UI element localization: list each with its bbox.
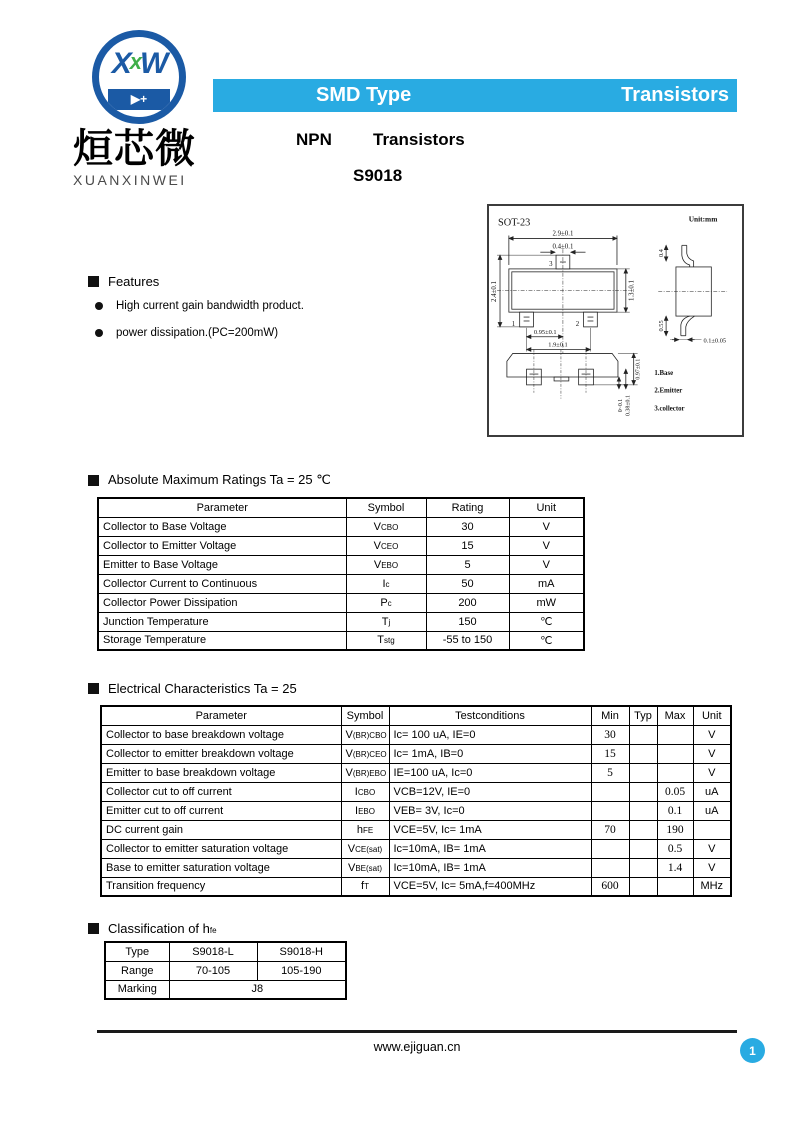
cell-type-h: S9018-H [257, 942, 346, 961]
col-header: Rating [426, 498, 509, 517]
cell-rating: 200 [426, 593, 509, 612]
cell-symbol [346, 593, 426, 612]
package-drawing [487, 204, 744, 437]
cell-param: Base to emitter saturation voltage [101, 858, 341, 877]
sot23-diagram [489, 206, 742, 435]
cell-param: DC current gain [101, 820, 341, 839]
table-header-row [101, 706, 731, 725]
part-number: S9018 [353, 166, 403, 185]
cell-max: 1.4 [657, 858, 693, 877]
cell-rating: 5 [426, 555, 509, 574]
cell-cond: VCE=5V, Ic= 1mA [389, 820, 591, 839]
symbol-main: I [354, 785, 358, 798]
dim-top-width: 2.9±0.1 [552, 230, 574, 238]
cell-range-h: 105-190 [257, 961, 346, 980]
symbol-main: T [377, 634, 385, 647]
cell-max: 0.05 [657, 782, 693, 801]
cell-label: Type [105, 942, 169, 961]
cell-cond: IE=100 uA, Ic=0 [389, 763, 591, 782]
cell-symbol [341, 744, 389, 763]
dim-pin-width: 0.4±0.1 [552, 243, 574, 251]
company-name-en: XUANXINWEI [73, 172, 187, 188]
section-marker-icon [88, 475, 99, 486]
company-logo [73, 30, 213, 188]
col-header: Symbol [341, 706, 389, 725]
section-marker-icon [88, 683, 99, 694]
dim-profile-height: 0.97±0.1 [635, 358, 642, 380]
table-row [101, 801, 731, 820]
cell-typ [629, 782, 657, 801]
legend-emitter: 2.Emitter [654, 387, 683, 395]
logo-letter: W [139, 47, 167, 80]
cell-rating: 150 [426, 612, 509, 631]
unit-label: Unit:mm [688, 214, 718, 224]
cell-symbol [346, 555, 426, 574]
symbol-main: h [356, 823, 363, 836]
cell-max: 0.1 [657, 801, 693, 820]
heading-main: Classification of h [108, 921, 210, 936]
package-name: SOT-23 [498, 217, 531, 229]
table-row [101, 744, 731, 763]
col-header: Symbol [346, 498, 426, 517]
dim-lead-thickness: 0.1±0.05 [703, 337, 727, 345]
cell-param: Collector to emitter saturation voltage [101, 839, 341, 858]
cell-typ [629, 877, 657, 896]
cell-param: Junction Temperature [98, 612, 346, 631]
col-header: Typ [629, 706, 657, 725]
elec-char-heading [88, 681, 297, 696]
cell-cond: VEB= 3V, Ic=0 [389, 801, 591, 820]
cell-min: 600 [591, 877, 629, 896]
cell-param: Collector to base breakdown voltage [101, 725, 341, 744]
bullet-icon [95, 329, 103, 337]
symbol-main: V [345, 747, 353, 760]
dim-pad-height: 0.38±0.1 [625, 395, 632, 416]
cell-unit: mA [509, 574, 584, 593]
cell-param: Collector to Base Voltage [98, 517, 346, 536]
cell-unit: uA [693, 782, 731, 801]
logo-circle-icon [92, 30, 186, 124]
cell-max: 0.5 [657, 839, 693, 858]
cell-param: Emitter to base breakdown voltage [101, 763, 341, 782]
symbol-sub: EBO [381, 560, 399, 570]
diode-icon: ▶+ [108, 89, 170, 110]
cell-typ [629, 801, 657, 820]
symbol-sub: c [385, 579, 390, 589]
table-row [101, 858, 731, 877]
symbol-sub: (BR)EBO [352, 768, 387, 778]
symbol-main: V [345, 766, 353, 779]
top-view [497, 235, 632, 353]
cell-unit: mW [509, 593, 584, 612]
symbol-main: V [347, 842, 356, 855]
logo-monogram [99, 47, 179, 81]
cell-unit: V [509, 517, 584, 536]
symbol-main: V [373, 558, 382, 571]
cell-typ [629, 744, 657, 763]
cell-rating: -55 to 150 [426, 631, 509, 650]
cell-cond: Ic=10mA, IB= 1mA [389, 858, 591, 877]
table-row [105, 980, 346, 999]
col-header: Max [657, 706, 693, 725]
symbol-sub: BE(sat) [355, 863, 382, 873]
table-row [98, 593, 584, 612]
cell-typ [629, 820, 657, 839]
cell-min: 5 [591, 763, 629, 782]
cell-symbol [341, 820, 389, 839]
cell-symbol [341, 725, 389, 744]
cell-unit [693, 820, 731, 839]
cell-max: 190 [657, 820, 693, 839]
feature-text: power dissipation.(PC=200mW) [116, 327, 279, 339]
bottom-view [507, 349, 638, 398]
symbol-main: I [382, 577, 386, 590]
symbol-sub: (BR)CEO [352, 749, 387, 759]
side-view [658, 245, 727, 339]
cell-range-l: 70-105 [169, 961, 257, 980]
classification-table [104, 941, 347, 1000]
cell-param: Storage Temperature [98, 631, 346, 650]
company-name-cn: 烜芯微 [73, 127, 196, 171]
cell-min [591, 858, 629, 877]
cell-min [591, 801, 629, 820]
table-row [105, 942, 346, 961]
cell-param: Collector to Emitter Voltage [98, 536, 346, 555]
symbol-main: I [355, 804, 359, 817]
dim-pin-pitch: 0.95±0.1 [533, 328, 557, 336]
cell-unit: V [693, 744, 731, 763]
cell-cond: Ic= 100 uA, IE=0 [389, 725, 591, 744]
dim-lead-bottom: 0.55 [658, 320, 666, 332]
cell-unit: V [509, 536, 584, 555]
symbol-main: V [373, 520, 381, 533]
cell-rating: 15 [426, 536, 509, 555]
cell-cond: Ic= 1mA, IB=0 [389, 744, 591, 763]
cell-unit: ℃ [509, 631, 584, 650]
elec-char-heading-label: Electrical Characteristics Ta = 25 [108, 681, 297, 696]
header-right-label: Transistors [621, 84, 729, 106]
pin3-label: 3 [549, 260, 553, 268]
col-header: Unit [509, 498, 584, 517]
table-row [98, 574, 584, 593]
cell-symbol [341, 858, 389, 877]
cell-symbol [341, 801, 389, 820]
symbol-main: f [361, 880, 365, 893]
features-heading [88, 274, 159, 289]
dim-pin-span: 1.9±0.1 [548, 341, 568, 349]
cell-min: 30 [591, 725, 629, 744]
cell-symbol [341, 839, 389, 858]
symbol-sub: FE [362, 825, 374, 835]
table-row [98, 555, 584, 574]
cell-min [591, 839, 629, 858]
cell-unit: V [693, 839, 731, 858]
cell-cond: VCB=12V, IE=0 [389, 782, 591, 801]
legend-collector: 3.collector [654, 405, 685, 413]
cell-symbol [346, 631, 426, 650]
feature-item [95, 300, 304, 312]
cell-unit: V [693, 725, 731, 744]
cell-symbol [341, 877, 389, 896]
logo-letter-green: x [129, 49, 140, 74]
section-marker-icon [88, 276, 99, 287]
symbol-sub: j [388, 617, 391, 627]
cell-label: Range [105, 961, 169, 980]
dim-body-height: 1.3±0.1 [628, 280, 636, 301]
symbol-sub: EBO [358, 806, 375, 816]
cell-min: 15 [591, 744, 629, 763]
abs-ratings-heading [88, 472, 331, 488]
col-header: Testconditions [389, 706, 591, 725]
cell-rating: 30 [426, 517, 509, 536]
table-row [101, 725, 731, 744]
cell-typ [629, 725, 657, 744]
table-row [98, 536, 584, 555]
symbol-sub: (BR)CBO [352, 730, 387, 740]
symbol-sub: CE(sat) [355, 844, 383, 854]
dim-standoff: 0~0.1 [617, 398, 624, 413]
cell-symbol [346, 574, 426, 593]
table-row [101, 839, 731, 858]
symbol-main: T [381, 615, 389, 628]
cell-min: 70 [591, 820, 629, 839]
cell-symbol [346, 612, 426, 631]
logo-letter: X [111, 47, 130, 80]
cell-typ [629, 763, 657, 782]
section-marker-icon [88, 923, 99, 934]
col-header: Unit [693, 706, 731, 725]
table-row [98, 612, 584, 631]
symbol-main: V [345, 728, 353, 741]
pin1-label: 1 [511, 320, 516, 328]
dim-lead-top: 0.4 [658, 249, 666, 258]
cell-unit: V [693, 858, 731, 877]
bullet-icon [95, 302, 103, 310]
cell-param: Emitter to Base Voltage [98, 555, 346, 574]
classification-heading [88, 921, 217, 936]
cell-param: Collector cut to off current [101, 782, 341, 801]
abs-ratings-heading-label: Absolute Maximum Ratings Ta = 25 ℃ [108, 472, 331, 487]
table-row [105, 961, 346, 980]
cell-typ [629, 858, 657, 877]
cell-param: Collector to emitter breakdown voltage [101, 744, 341, 763]
cell-type-l: S9018-L [169, 942, 257, 961]
cell-cond: VCE=5V, Ic= 5mA,f=400MHz [389, 877, 591, 896]
page-number-badge: 1 [740, 1038, 765, 1063]
feature-item [95, 327, 278, 339]
table-row [98, 631, 584, 650]
cell-max [657, 725, 693, 744]
features-heading-label: Features [108, 274, 160, 289]
cell-max [657, 744, 693, 763]
cell-max [657, 763, 693, 782]
cell-marking: J8 [169, 980, 346, 999]
symbol-main: P [380, 596, 388, 609]
footer-website: www.ejiguan.cn [373, 1040, 461, 1054]
symbol-sub: T [364, 882, 369, 892]
dim-total-height: 2.4±0.1 [491, 281, 499, 302]
cell-symbol [341, 782, 389, 801]
col-header: Parameter [98, 498, 346, 517]
cell-unit: V [509, 555, 584, 574]
cell-label: Marking [105, 980, 169, 999]
symbol-sub: CBO [357, 787, 376, 797]
cell-param: Collector Current to Continuous [98, 574, 346, 593]
cell-symbol [346, 517, 426, 536]
cell-symbol [346, 536, 426, 555]
cell-cond: Ic=10mA, IB= 1mA [389, 839, 591, 858]
symbol-sub: CBO [381, 522, 399, 532]
table-row [101, 820, 731, 839]
symbol-sub: stg [384, 636, 395, 646]
symbol-main: V [347, 861, 356, 874]
cell-param: Transition frequency [101, 877, 341, 896]
cell-max [657, 877, 693, 896]
cell-rating: 50 [426, 574, 509, 593]
table-header-row [98, 498, 584, 517]
header-left-label: SMD Type [316, 84, 412, 106]
cell-typ [629, 839, 657, 858]
feature-text: High current gain bandwidth product. [116, 300, 304, 312]
cell-min [591, 782, 629, 801]
table-row [98, 517, 584, 536]
cell-param: Collector Power Dissipation [98, 593, 346, 612]
device-type: NPN [296, 130, 332, 149]
header-bar [213, 79, 737, 112]
abs-ratings-table [97, 497, 585, 651]
symbol-sub: CEO [381, 541, 399, 551]
table-row [101, 782, 731, 801]
elec-char-table [100, 705, 732, 897]
cell-unit: MHz [693, 877, 731, 896]
legend-base: 1.Base [654, 370, 674, 378]
symbol-sub: c [387, 598, 392, 608]
heading-sub: fe [209, 926, 217, 935]
cell-symbol [341, 763, 389, 782]
cell-unit: uA [693, 801, 731, 820]
pin2-label: 2 [575, 320, 580, 328]
cell-unit: V [693, 763, 731, 782]
col-header: Parameter [101, 706, 341, 725]
device-category: Transistors [373, 130, 465, 149]
table-row [101, 763, 731, 782]
cell-unit: ℃ [509, 612, 584, 631]
col-header: Min [591, 706, 629, 725]
classification-heading-label [108, 921, 217, 936]
cell-param: Emitter cut to off current [101, 801, 341, 820]
footer-rule [97, 1030, 737, 1033]
table-row [101, 877, 731, 896]
symbol-main: V [373, 539, 381, 552]
